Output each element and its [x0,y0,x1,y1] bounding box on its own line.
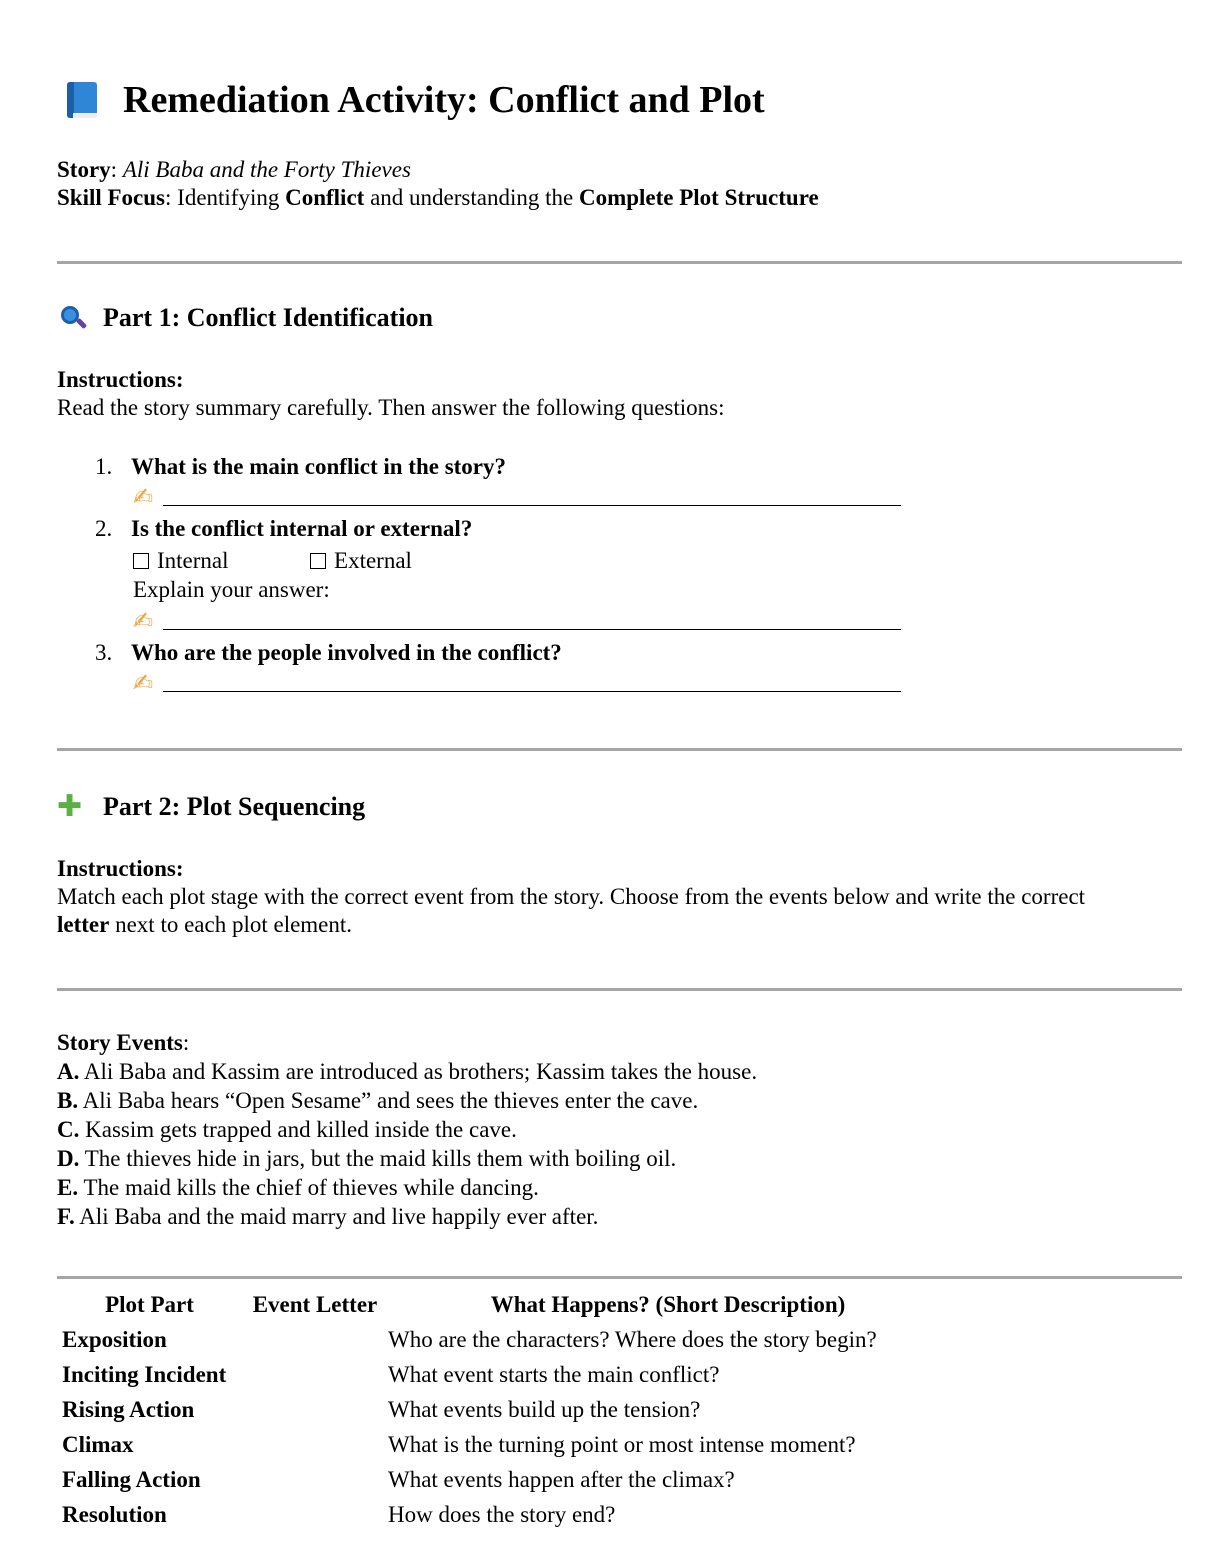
description-cell: How does the story end? [388,1501,616,1527]
event-text: Ali Baba and Kassim are introduced as brothers; Kassim takes the house. [83,1059,758,1084]
column-header: What Happens? (Short Description) [490,1291,846,1317]
skill-bold: Conflict [285,185,365,210]
event-letter: A. [57,1059,80,1084]
event-letter-cell[interactable] [242,1322,388,1357]
table-row [57,1392,948,1427]
event-letter-cell[interactable] [242,1392,388,1427]
table-row [57,1322,948,1357]
answer-blank[interactable] [163,504,901,506]
table-row [57,1427,948,1462]
option-label: Internal [157,548,229,573]
question-text: Is the conflict internal or external? [131,516,473,541]
part2-heading-text: Part 2: Plot Sequencing [103,792,366,821]
story-meta [57,156,819,212]
events-label: Story Events [57,1030,183,1055]
divider [57,748,1182,751]
page-title [57,78,765,122]
event-letter-cell[interactable] [242,1427,388,1462]
instructions-text: Read the story summary carefully. Then answer the following questions: [57,395,725,420]
event-item [57,1173,757,1202]
skill-line: Skill Focus: Identifying Conflict and understanding the Complete Plot Structure [57,185,819,210]
instructions-bold: letter [57,912,110,937]
table-row [57,1357,948,1392]
story-label: Story [57,157,111,182]
event-item [57,1144,757,1173]
plot-table [57,1287,948,1532]
description-cell: What events happen after the climax? [388,1466,735,1492]
divider [57,261,1182,264]
table-row [57,1497,948,1532]
event-item [57,1057,757,1086]
puzzle-piece-icon: ✚ [57,789,83,824]
event-letter-cell[interactable] [242,1497,388,1532]
plot-part: Inciting Incident [62,1361,227,1387]
blue-book-icon [63,80,101,120]
question-text: Who are the people involved in the conflict? [131,640,562,665]
skill-text: and understanding the [364,185,579,210]
instructions-text: Match each plot stage with the correct event from the story. Choose from the events below and write the correct [57,884,1086,909]
question-3 [95,639,562,667]
story-events: Story Events: A. Ali Baba and Kassim are introduced as brothers; Kassim takes the house. B. Ali Baba hears “Open Sesame” and sees the thieves enter the cave. C. Kassim gets trapped and killed inside the cave. D. The thieves hide in jars, but the maid kills them with boiling oil. E. The maid kills the chief of thieves while dancing. F. Ali Baba and the maid marry and live happily ever after. [57,1030,758,1229]
option-internal[interactable] [133,548,229,573]
answer-line-2[interactable] [133,608,901,634]
explain-prompt: Explain your answer: [133,577,330,602]
skill-text: Identifying [177,185,286,210]
question-text: What is the main conflict in the story? [131,454,507,479]
answer-blank[interactable] [163,628,901,630]
skill-label: Skill Focus [57,185,166,210]
event-item [57,1086,757,1115]
event-text: Ali Baba hears “Open Sesame” and sees the thieves enter the cave. [82,1088,699,1113]
plot-part: Exposition [62,1326,167,1352]
table-header-row [57,1287,948,1322]
plot-part: Climax [62,1431,134,1457]
conflict-type-options [133,548,412,574]
part2-instructions [57,855,1182,939]
checkbox-icon[interactable] [133,553,149,569]
question-2 [95,515,472,543]
writing-hand-icon: ✍ [133,607,154,635]
writing-hand-icon: ✍ [133,669,154,697]
part1-heading-text: Part 1: Conflict Identification [103,303,434,332]
option-label: External [334,548,412,573]
event-letter: F. [57,1204,75,1229]
magnifying-glass-icon [57,303,91,333]
description-cell: Who are the characters? Where does the story begin? [388,1326,877,1352]
event-letter-cell[interactable] [242,1462,388,1497]
instructions-text: next to each plot element. [109,912,353,937]
question-1 [95,453,506,481]
question-number: 2. [95,516,113,541]
plot-part: Resolution [62,1501,167,1527]
divider [57,1276,1182,1279]
column-header: Event Letter [252,1291,378,1317]
table-row [57,1462,948,1497]
event-letter: C. [57,1117,80,1142]
answer-line-3[interactable] [133,670,901,696]
story-title: Ali Baba and the Forty Thieves [122,157,411,182]
description-cell: What events build up the tension? [388,1396,701,1422]
column-header: Plot Part [105,1291,194,1317]
event-text: The maid kills the chief of thieves while dancing. [83,1175,539,1200]
event-letter: B. [57,1088,79,1113]
option-external[interactable] [310,548,412,573]
instructions-label: Instructions: [57,856,184,881]
event-item [57,1202,757,1231]
event-letter-cell[interactable] [242,1357,388,1392]
event-text: Kassim gets trapped and killed inside the cave. [85,1117,517,1142]
divider [57,988,1182,991]
story-line: Story: Ali Baba and the Forty Thieves [57,157,411,182]
part2-heading [57,789,366,824]
answer-blank[interactable] [163,690,901,692]
instructions-label: Instructions: [57,367,184,392]
event-letter: E. [57,1175,79,1200]
question-number: 3. [95,640,113,665]
event-text: Ali Baba and the maid marry and live happily ever after. [79,1204,599,1229]
description-cell: What event starts the main conflict? [388,1361,720,1387]
event-text: The thieves hide in jars, but the maid kills them with boiling oil. [84,1146,677,1171]
page-title-text: Remediation Activity: Conflict and Plot [123,79,765,121]
part1-heading [57,303,433,333]
answer-line-1[interactable] [133,484,901,510]
event-item [57,1115,757,1144]
event-letter: D. [57,1146,80,1171]
skill-bold: Complete Plot Structure [578,185,819,210]
writing-hand-icon: ✍ [133,483,154,511]
description-cell: What is the turning point or most intense moment? [388,1431,856,1457]
checkbox-icon[interactable] [310,553,326,569]
question-number: 1. [95,454,113,479]
part1-instructions [57,366,724,422]
plot-part: Rising Action [62,1396,195,1422]
plot-part: Falling Action [62,1466,201,1492]
